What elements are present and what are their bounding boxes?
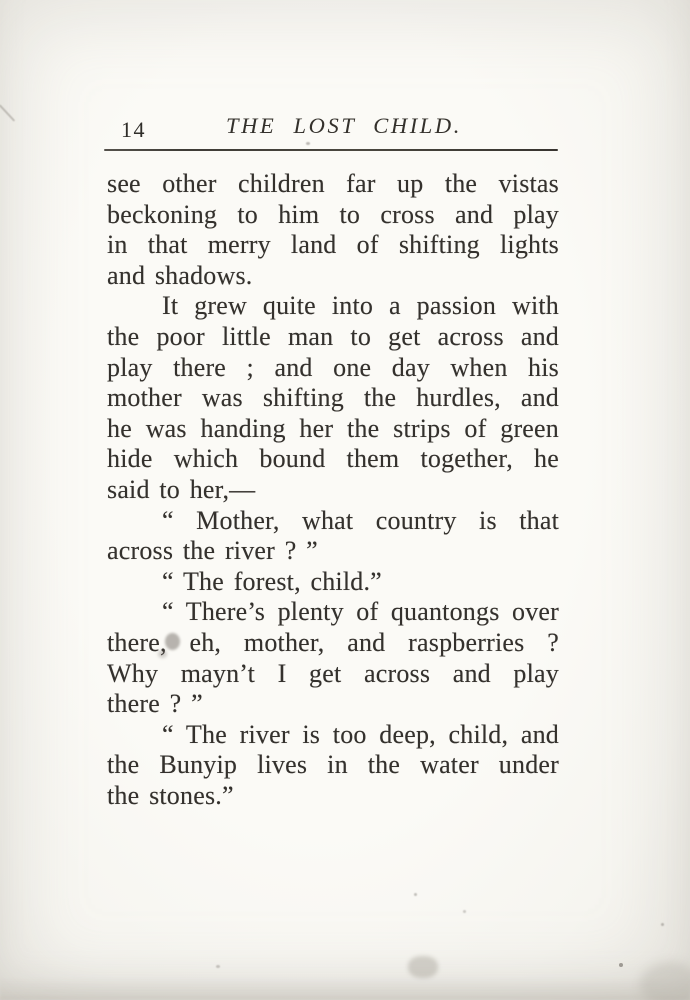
text-line: see other children far up the vistas [107, 169, 559, 198]
text-line: there, eh, mother, and raspberries ? [107, 627, 559, 657]
scan-edge-shadow [0, 978, 690, 1000]
text-line: the Bunyip lives in the water under [107, 750, 559, 780]
text-line: Why mayn’t I get across and play [107, 658, 559, 688]
scan-speck [216, 965, 220, 968]
page-number: 14 [121, 117, 146, 142]
ink-blot-faint [158, 650, 167, 658]
text-line: “ The forest, child.” [162, 566, 382, 596]
scan-speck [463, 910, 466, 913]
text-line: beckoning to him to cross and play [107, 199, 559, 229]
scan-smudge [408, 956, 438, 978]
text-line: across the river ? ” [107, 536, 318, 566]
text-line: the stones.” [107, 780, 234, 810]
text-line: there ? ” [107, 689, 203, 719]
text-line: hide which bound them together, he [107, 444, 559, 474]
scan-scratch [0, 104, 15, 121]
running-title: THE LOST CHILD. [225, 113, 462, 138]
text-line: “ The river is too deep, child, and [162, 719, 559, 749]
text-block [107, 169, 559, 811]
text-line: said to her,— [107, 474, 256, 504]
text-line: he was handing her the strips of green [107, 413, 559, 443]
text-line: “ Mother, what country is that [162, 505, 559, 535]
scan-corner-smudge [640, 962, 690, 1000]
text-line: the poor little man to get across and [107, 321, 559, 351]
scan-speck [414, 893, 417, 896]
text-line: mother was shifting the hurdles, and [107, 383, 559, 413]
text-line: It grew quite into a passion with [162, 291, 559, 321]
scan-speck [619, 963, 623, 967]
text-line: “ There’s plenty of quantongs over [162, 597, 559, 627]
text-line: play there ; and one day when his [107, 352, 559, 382]
ink-blot [165, 633, 180, 650]
text-line: in that merry land of shifting lights [107, 230, 559, 260]
text-line: and shadows. [107, 260, 253, 290]
header-rule [104, 149, 558, 151]
scan-speck [661, 923, 664, 926]
scan-speck [306, 142, 310, 145]
